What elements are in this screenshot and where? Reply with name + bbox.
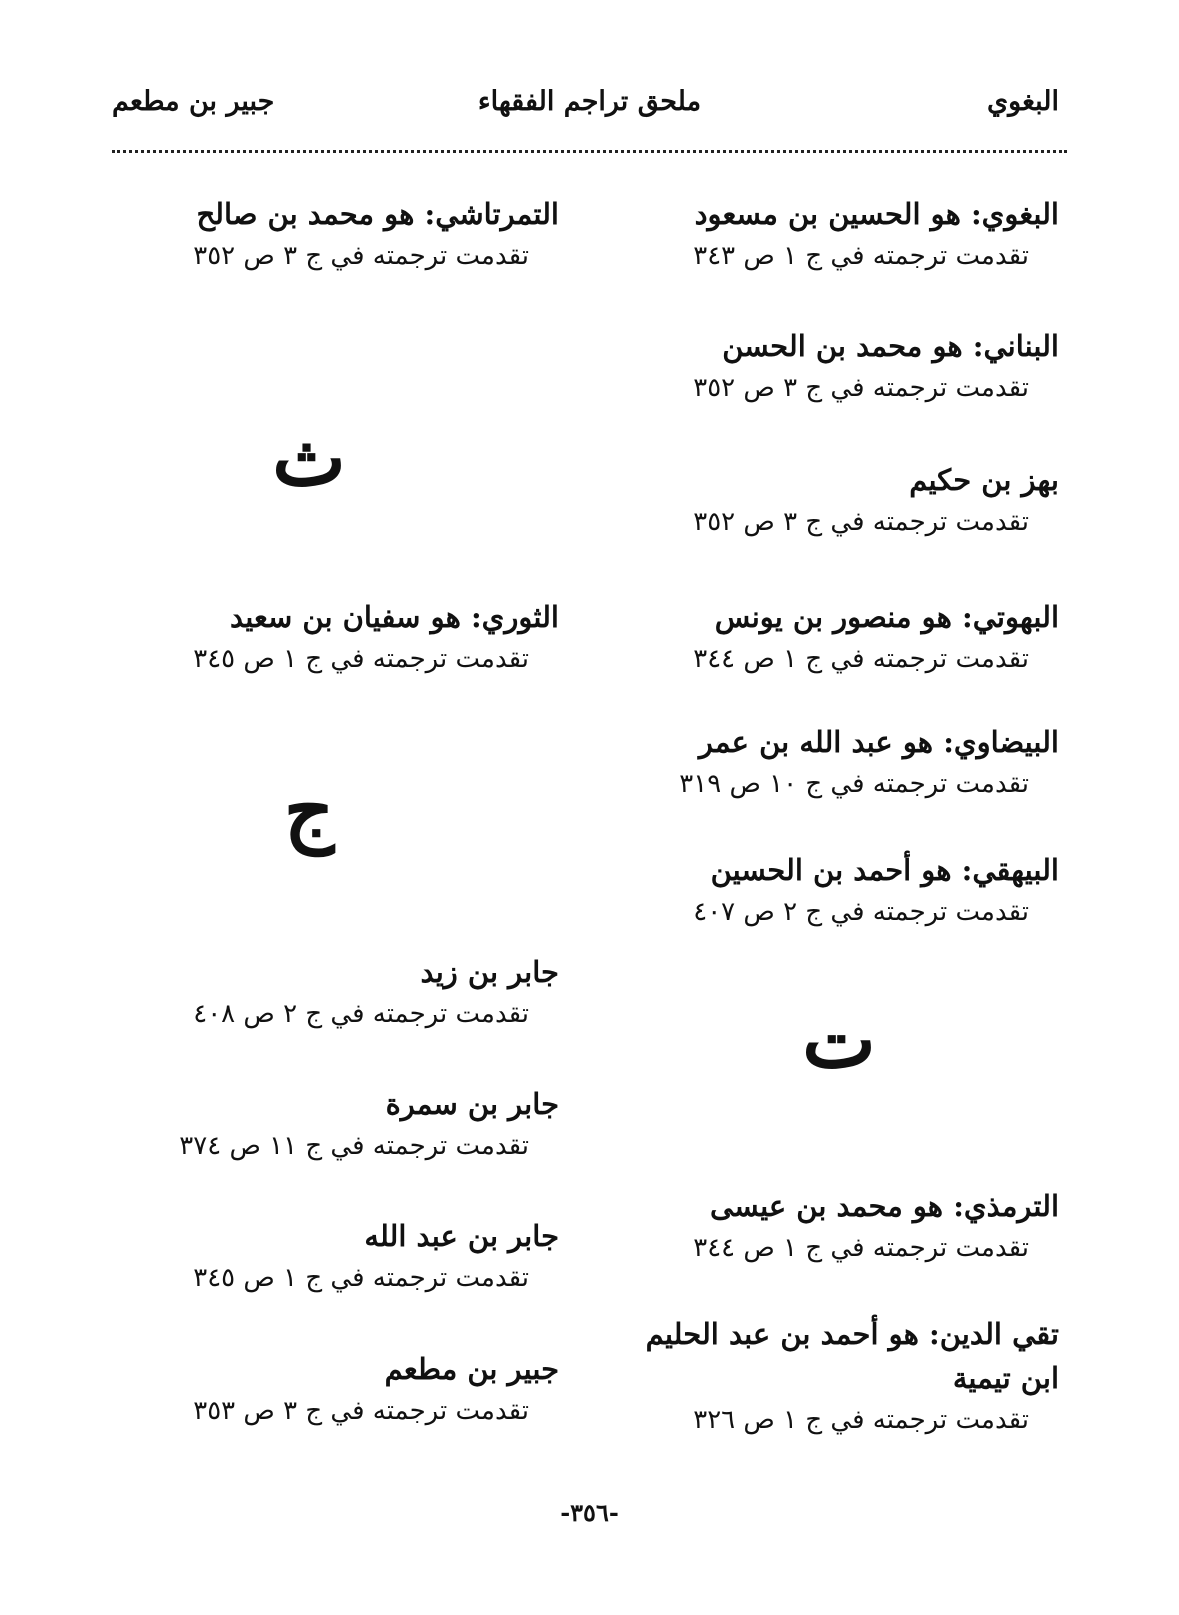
entry-reference: تقدمت ترجمته في ج ١ ص ٣٤٥ xyxy=(193,1263,529,1293)
entry-baghawi xyxy=(639,192,1059,276)
entry-name: البغوي: هو الحسين بن مسعود xyxy=(694,197,1059,231)
entry-bannani xyxy=(639,324,1059,408)
entry-reference: تقدمت ترجمته في ج ٣ ص ٣٥٣ xyxy=(193,1396,529,1426)
entry-bahz xyxy=(639,458,1059,542)
entry-name: البيضاوي: هو عبد الله بن عمر xyxy=(698,725,1059,759)
page-number: -٣٥٦- xyxy=(560,1498,619,1527)
entry-name: تقي الدين: هو أحمد بن عبد الحليم xyxy=(645,1317,1059,1351)
entry-reference: تقدمت ترجمته في ج ٣ ص ٣٥٢ xyxy=(193,241,529,271)
entry-name: بهز بن حكيم xyxy=(909,463,1059,497)
entry-name: البناني: هو محمد بن الحسن xyxy=(722,329,1059,363)
entry-jubayr-ibn-mutim xyxy=(109,1347,559,1431)
entry-name: البيهقي: هو أحمد بن الحسين xyxy=(710,853,1059,887)
entry-baydawi xyxy=(639,720,1059,804)
entry-reference: تقدمت ترجمته في ج ٣ ص ٣٥٢ xyxy=(693,507,1029,537)
entry-reference: تقدمت ترجمته في ج ٢ ص ٤٠٨ xyxy=(193,999,529,1029)
entry-bayhaqi xyxy=(639,848,1059,932)
header-dotted-rule xyxy=(112,150,1067,153)
entry-name-continued: ابن تيمية xyxy=(952,1361,1059,1395)
entry-name: التمرتاشي: هو محمد بن صالح xyxy=(196,197,559,231)
entry-reference: تقدمت ترجمته في ج ١ ص ٣٤٥ xyxy=(193,644,529,674)
entry-name: الترمذي: هو محمد بن عيسى xyxy=(710,1189,1059,1223)
entry-name: جابر بن سمرة xyxy=(385,1087,559,1121)
entry-name: جابر بن عبد الله xyxy=(364,1219,559,1253)
section-letter-ta: ت xyxy=(802,995,876,1086)
entry-reference: تقدمت ترجمته في ج ١٠ ص ٣١٩ xyxy=(679,769,1029,799)
entry-name: جبير بن مطعم xyxy=(384,1352,559,1386)
entry-name: الثوري: هو سفيان بن سعيد xyxy=(230,600,559,634)
entry-reference: تقدمت ترجمته في ج ١١ ص ٣٧٤ xyxy=(179,1131,529,1161)
entry-reference: تقدمت ترجمته في ج ٢ ص ٤٠٧ xyxy=(693,897,1029,927)
running-header-title: ملحق تراجم الفقهاء xyxy=(477,86,702,117)
entry-timurtashi xyxy=(109,192,559,276)
entry-jabir-ibn-samura xyxy=(109,1082,559,1166)
entry-jabir-ibn-abdullah xyxy=(109,1214,559,1298)
entry-name: جابر بن زيد xyxy=(420,955,559,989)
entry-tirmidhi xyxy=(639,1184,1059,1268)
entry-thawri xyxy=(109,595,559,679)
running-header-right: البغوي xyxy=(987,86,1059,117)
entry-reference: تقدمت ترجمته في ج ١ ص ٣٤٣ xyxy=(693,241,1029,271)
section-letter-tha: ث xyxy=(272,413,346,504)
entry-reference: تقدمت ترجمته في ج ١ ص ٣٤٤ xyxy=(693,644,1029,674)
entry-reference: تقدمت ترجمته في ج ٣ ص ٣٥٢ xyxy=(693,373,1029,403)
running-header-left: جبير بن مطعم xyxy=(112,86,275,117)
entry-jabir-ibn-zayd xyxy=(109,950,559,1034)
entry-reference: تقدمت ترجمته في ج ١ ص ٣٢٦ xyxy=(693,1405,1029,1435)
entry-taqi-al-din xyxy=(639,1312,1059,1440)
section-letter-jim: ج xyxy=(283,765,335,856)
entry-name: البهوتي: هو منصور بن يونس xyxy=(714,600,1059,634)
entry-reference: تقدمت ترجمته في ج ١ ص ٣٤٤ xyxy=(693,1233,1029,1263)
entry-bahuti xyxy=(639,595,1059,679)
